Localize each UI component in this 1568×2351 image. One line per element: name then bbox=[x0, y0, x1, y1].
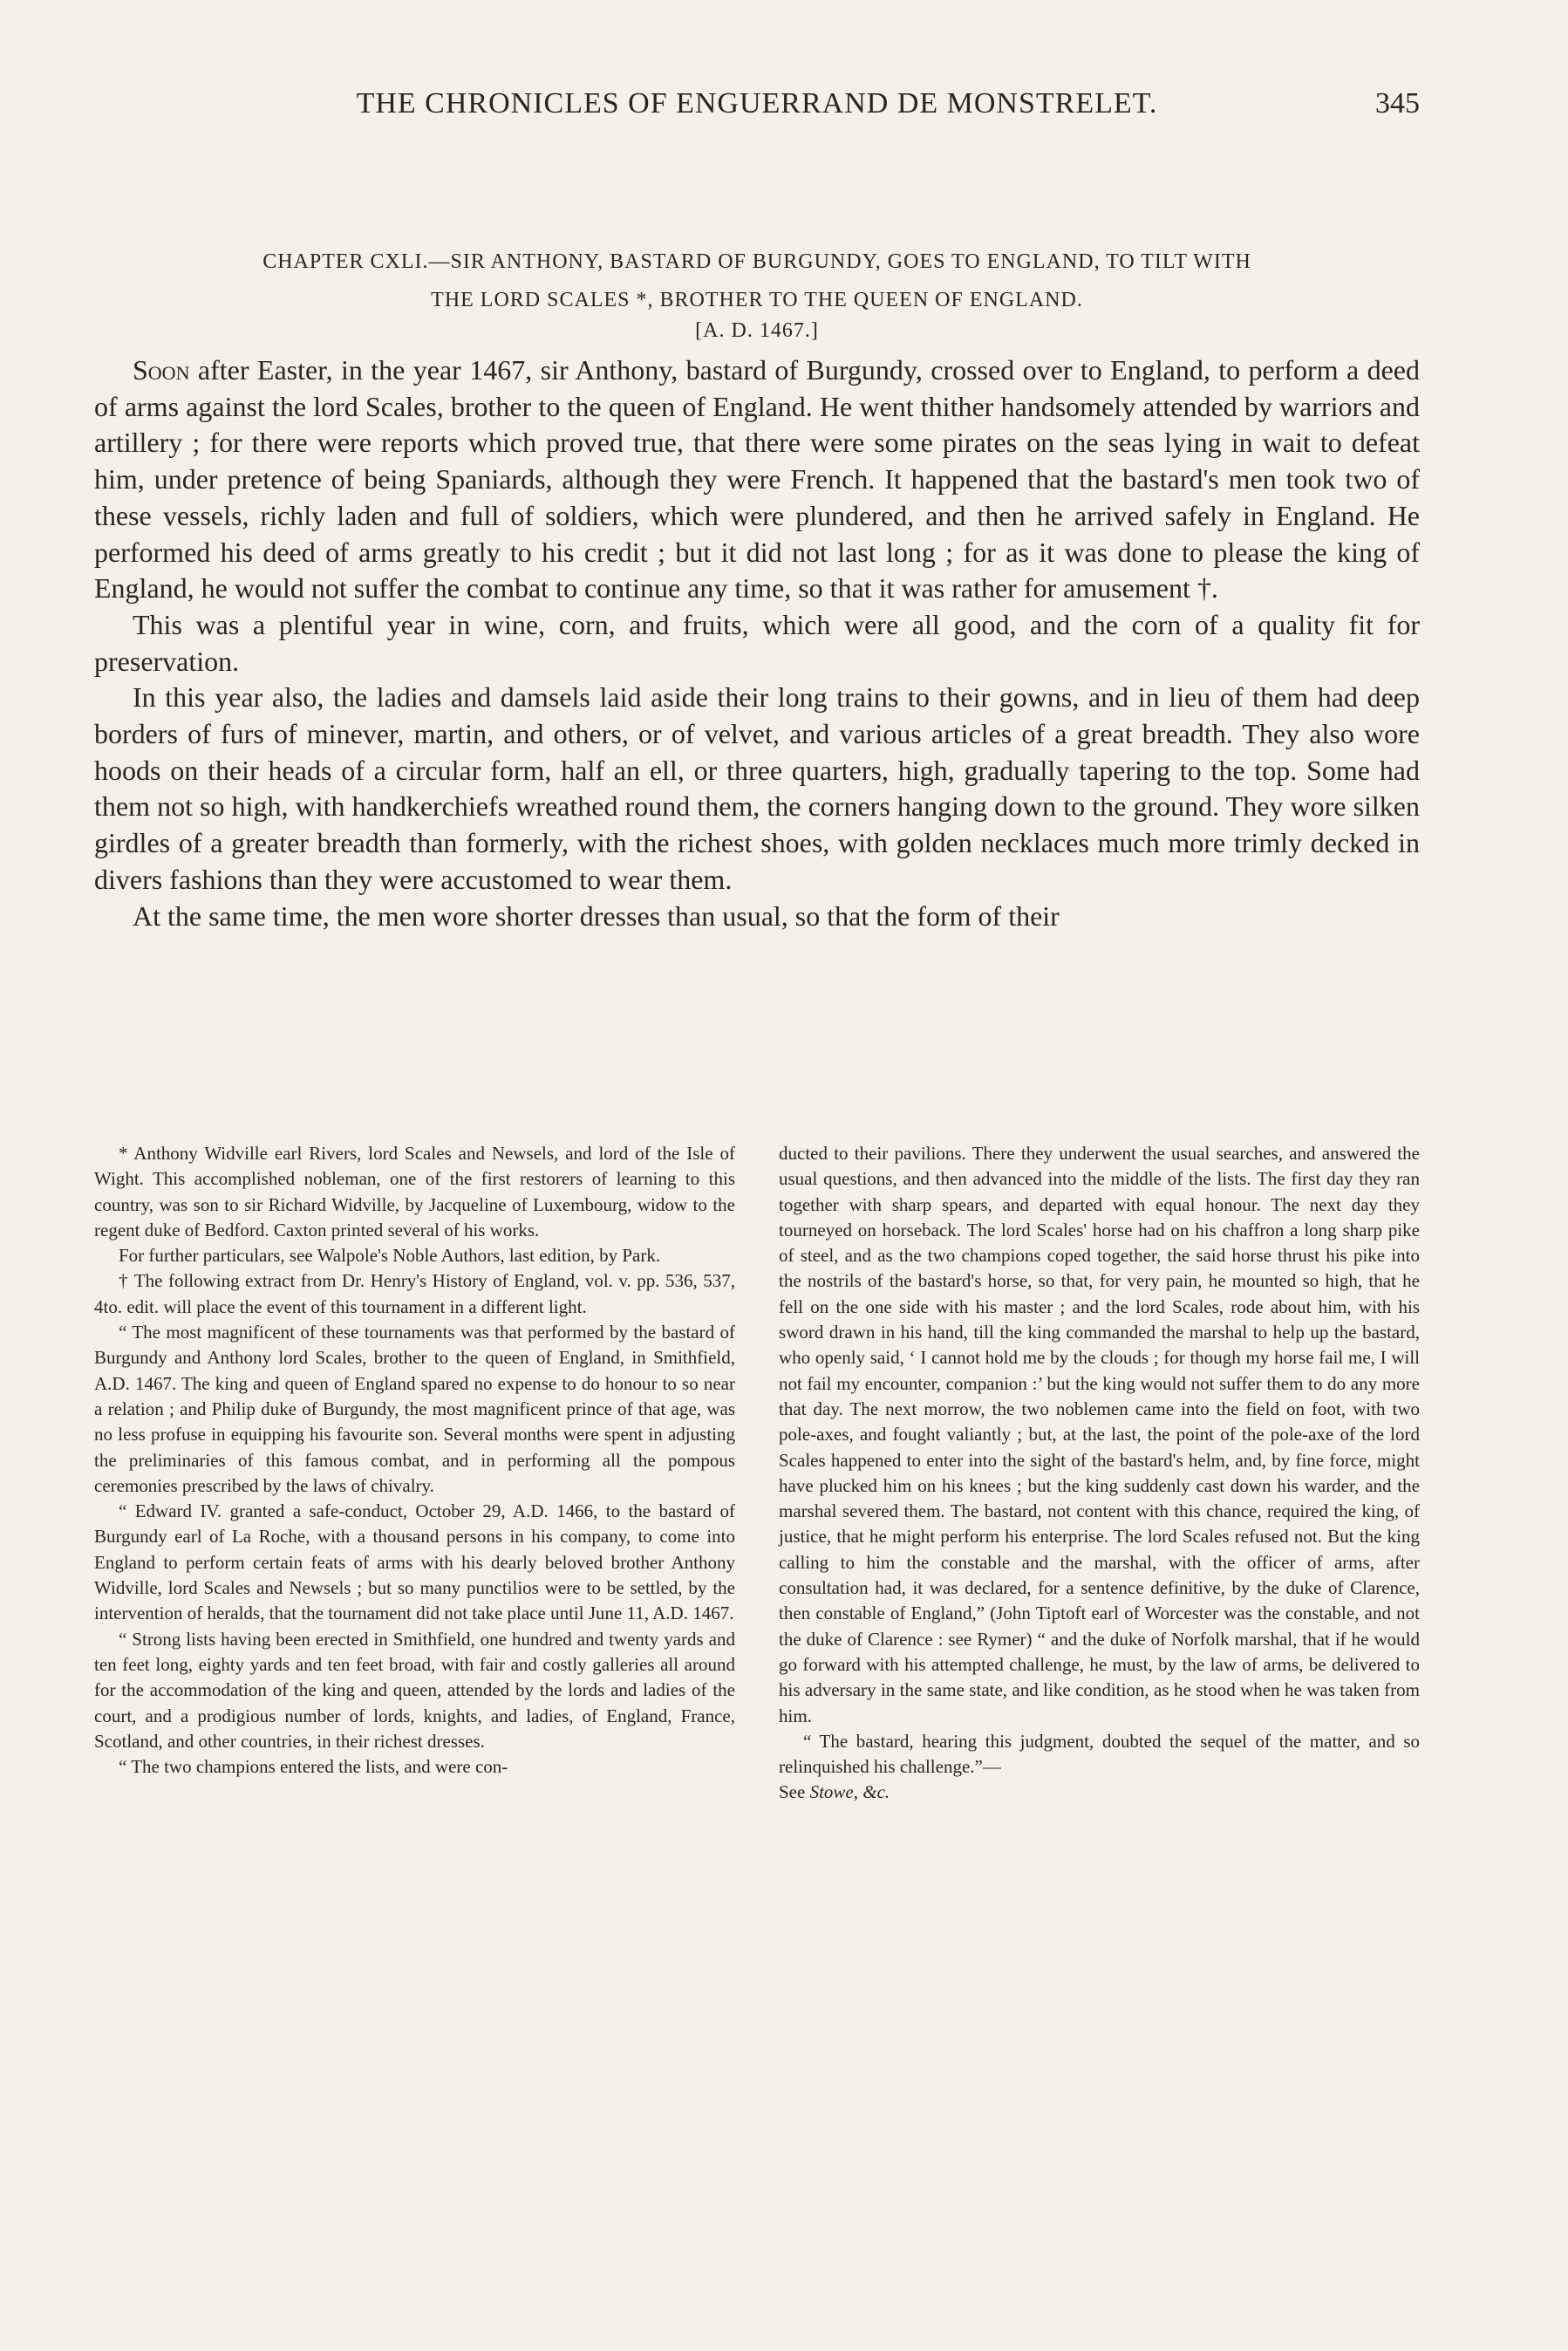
footnote-1-continued: For further particulars, see Walpole's Noble Authors, last edition, by Park. bbox=[119, 1245, 661, 1267]
paragraph-2: This was a plentiful year in wine, corn, and fruits, which were all good, and the corn of a quality fit for preservation. bbox=[94, 608, 1420, 677]
footnote-column-right bbox=[779, 1141, 1420, 1806]
paragraph-1-first-word: Soon bbox=[133, 354, 190, 386]
footnote-quote-4-continued: ducted to their pavilions. There they underwent the usual searches, and answered the usual questions, and then advanced into the middle of the lists. The first day they ran together with sharp spears, and departed with equal honour. The next day they tourneyed on horseback. The lord Scales' horse had on his chaffron a long sharp pike of steel, and as the two champions coped together, the said horse thrust his pike into the nostrils of the bastard's horse, so that, for very pain, he mounted so high, that he fell on the one side with his master ; and the lord Scales, rode about him, with his sword drawn in his hand, till the king commanded the marshal to help up the bastard, who openly said, ‘ I cannot hold me by the clouds ; for though my horse fail me, I will not fail my encounter, companion :’ but the king would not suffer them to do any more that day. The next morrow, the two noblemen came into the field on foot, with two pole-axes, and fought valiantly ; but, at the last, the point of the pole-axe of the lord Scales happened to enter into the sight of the bastard's helm, and, by fine force, might have plucked him on his knees ; but the king suddenly cast down his warder, and the marshal severed them. The bastard, not content with this chance, required the king, of justice, that he might perform his enterprise. The lord Scales refused not. But the king calling to him the constable and the marshal, with the officer of arms, after consultation had, it was declared, for a sentence definitive, by the duke of Clarence, then constable of England,” (John Tiptoft earl of Worcester was the constable, and not the duke of Clarence : see Rymer) “ and the duke of Norfolk marshal, that if he would go forward with his attempted challenge, he must, by the law of arms, be delivered to his adversary in the same state, and like condition, as he stood when he was taken from him. bbox=[779, 1143, 1420, 1726]
page-number: 345 bbox=[1375, 87, 1420, 120]
chapter-heading bbox=[94, 243, 1420, 319]
footnotes bbox=[94, 1141, 1420, 2275]
footnote-quote-5-text: “ The bastard, hearing this judgment, doubted the sequel of the matter, and so relinquished his challenge.”— bbox=[779, 1730, 1420, 1778]
footnote-quote-3: “ Strong lists having been erected in Smithfield, one hundred and twenty yards and ten feet long, eighty yards and ten feet broad, with fair and costly galleries all around for the accommodation of the king and queen, attended by the lords and ladies of the court, and a prodigious number of lords, knights, and ladies, of England, France, Scotland, and other countries, in their richest dresses. bbox=[94, 1628, 735, 1752]
paragraph-1 bbox=[94, 352, 1420, 607]
chapter-heading-line-1: CHAPTER CXLI.—SIR ANTHONY, BASTARD OF BURGUNDY, GOES TO ENGLAND, TO TILT WITH bbox=[262, 250, 1251, 273]
running-title: THE CHRONICLES OF ENGUERRAND DE MONSTRELET. bbox=[356, 87, 1158, 120]
footnote-see: See bbox=[779, 1781, 810, 1803]
chapter-date: [A. D. 1467.] bbox=[695, 319, 819, 342]
footnote-1: * Anthony Widville earl Rivers, lord Scales and Newsels, and lord of the Isle of Wight. This accomplished nobleman, one of the first restorers of learning to this country, was son to sir Richard Widville, by Jacqueline of Luxembourg, widow to the regent duke of Bedford. Caxton printed several of his works. bbox=[94, 1143, 735, 1240]
footnote-quote-5 bbox=[779, 1729, 1420, 1806]
main-text bbox=[94, 352, 1420, 934]
running-head bbox=[94, 87, 1420, 131]
footnote-2: † The following extract from Dr. Henry's History of England, vol. v. pp. 536, 537, 4to. edit. will place the event of this tournament in a different light. bbox=[94, 1270, 735, 1317]
paragraph-4: At the same time, the men wore shorter dresses than usual, so that the form of their bbox=[133, 899, 1060, 932]
paragraph-3: In this year also, the ladies and damsels laid aside their long trains to their gowns, and in lieu of them had deep borders of furs of minever, martin, and others, or of velvet, and various articles of a great breadth. They also wore hoods on their heads of a circular form, half an ell, or three quarters, high, gradually tapering to the top. Some had them not so high, with handkerchiefs wreathed round them, the corners hanging down to the ground. They wore silken girdles of a greater breadth than formerly, with the richest shoes, with golden necklaces much more trimly decked in divers fashions than they were accustomed to wear them. bbox=[94, 681, 1420, 895]
footnote-quote-2: “ Edward IV. granted a safe-conduct, October 29, A.D. 1466, to the bastard of Burgundy earl of La Roche, with a thousand persons in his company, to come into England to perform certain feats of arms with his dearly beloved brother Anthony Widville, lord Scales and Newsels ; but so many punctilios were to be settled, by the intervention of heralds, that the tournament did not take place until June 11, A.D. 1467. bbox=[94, 1500, 735, 1624]
footnote-quote-1: “ The most magnificent of these tournaments was that performed by the bastard of Burgundy and Anthony lord Scales, brother to the queen of England, in Smithfield, A.D. 1467. The king and queen of England spared no expense to do honour to so near a relation ; and Philip duke of Burgundy, the most magnificent prince of that age, was no less profuse in equipping his favourite son. Several months were spent in adjusting the preliminaries of this famous combat, and in performing all the pompous ceremonies prescribed by the laws of chivalry. bbox=[94, 1322, 735, 1496]
footnote-column-left bbox=[94, 1141, 735, 1780]
footnote-quote-4: “ The two champions entered the lists, and were con- bbox=[119, 1756, 508, 1778]
paragraph-1-text: after Easter, in the year 1467, sir Anthony, bastard of Burgundy, crossed over to England, to perform a deed of arms against the lord Scales, brother to the queen of England. He went thither handsomely attended by warriors and artillery ; for there were reports which proved true, that there were some pirates on the seas lying in wait to defeat him, under pretence of being Spaniards, although they were French. It happened that the bastard's men took two of these vessels, richly laden and full of soldiers, which were plundered, and then he arrived safely in England. He performed his deed of arms greatly to his credit ; but it did not last long ; for as it was done to please the king of England, he would not suffer the combat to continue any time, so that it was rather for amusement †. bbox=[94, 354, 1420, 605]
footnote-source: Stowe, &c. bbox=[809, 1781, 890, 1803]
chapter-heading-line-2: THE LORD SCALES *, BROTHER TO THE QUEEN OF ENGLAND. bbox=[431, 289, 1083, 311]
